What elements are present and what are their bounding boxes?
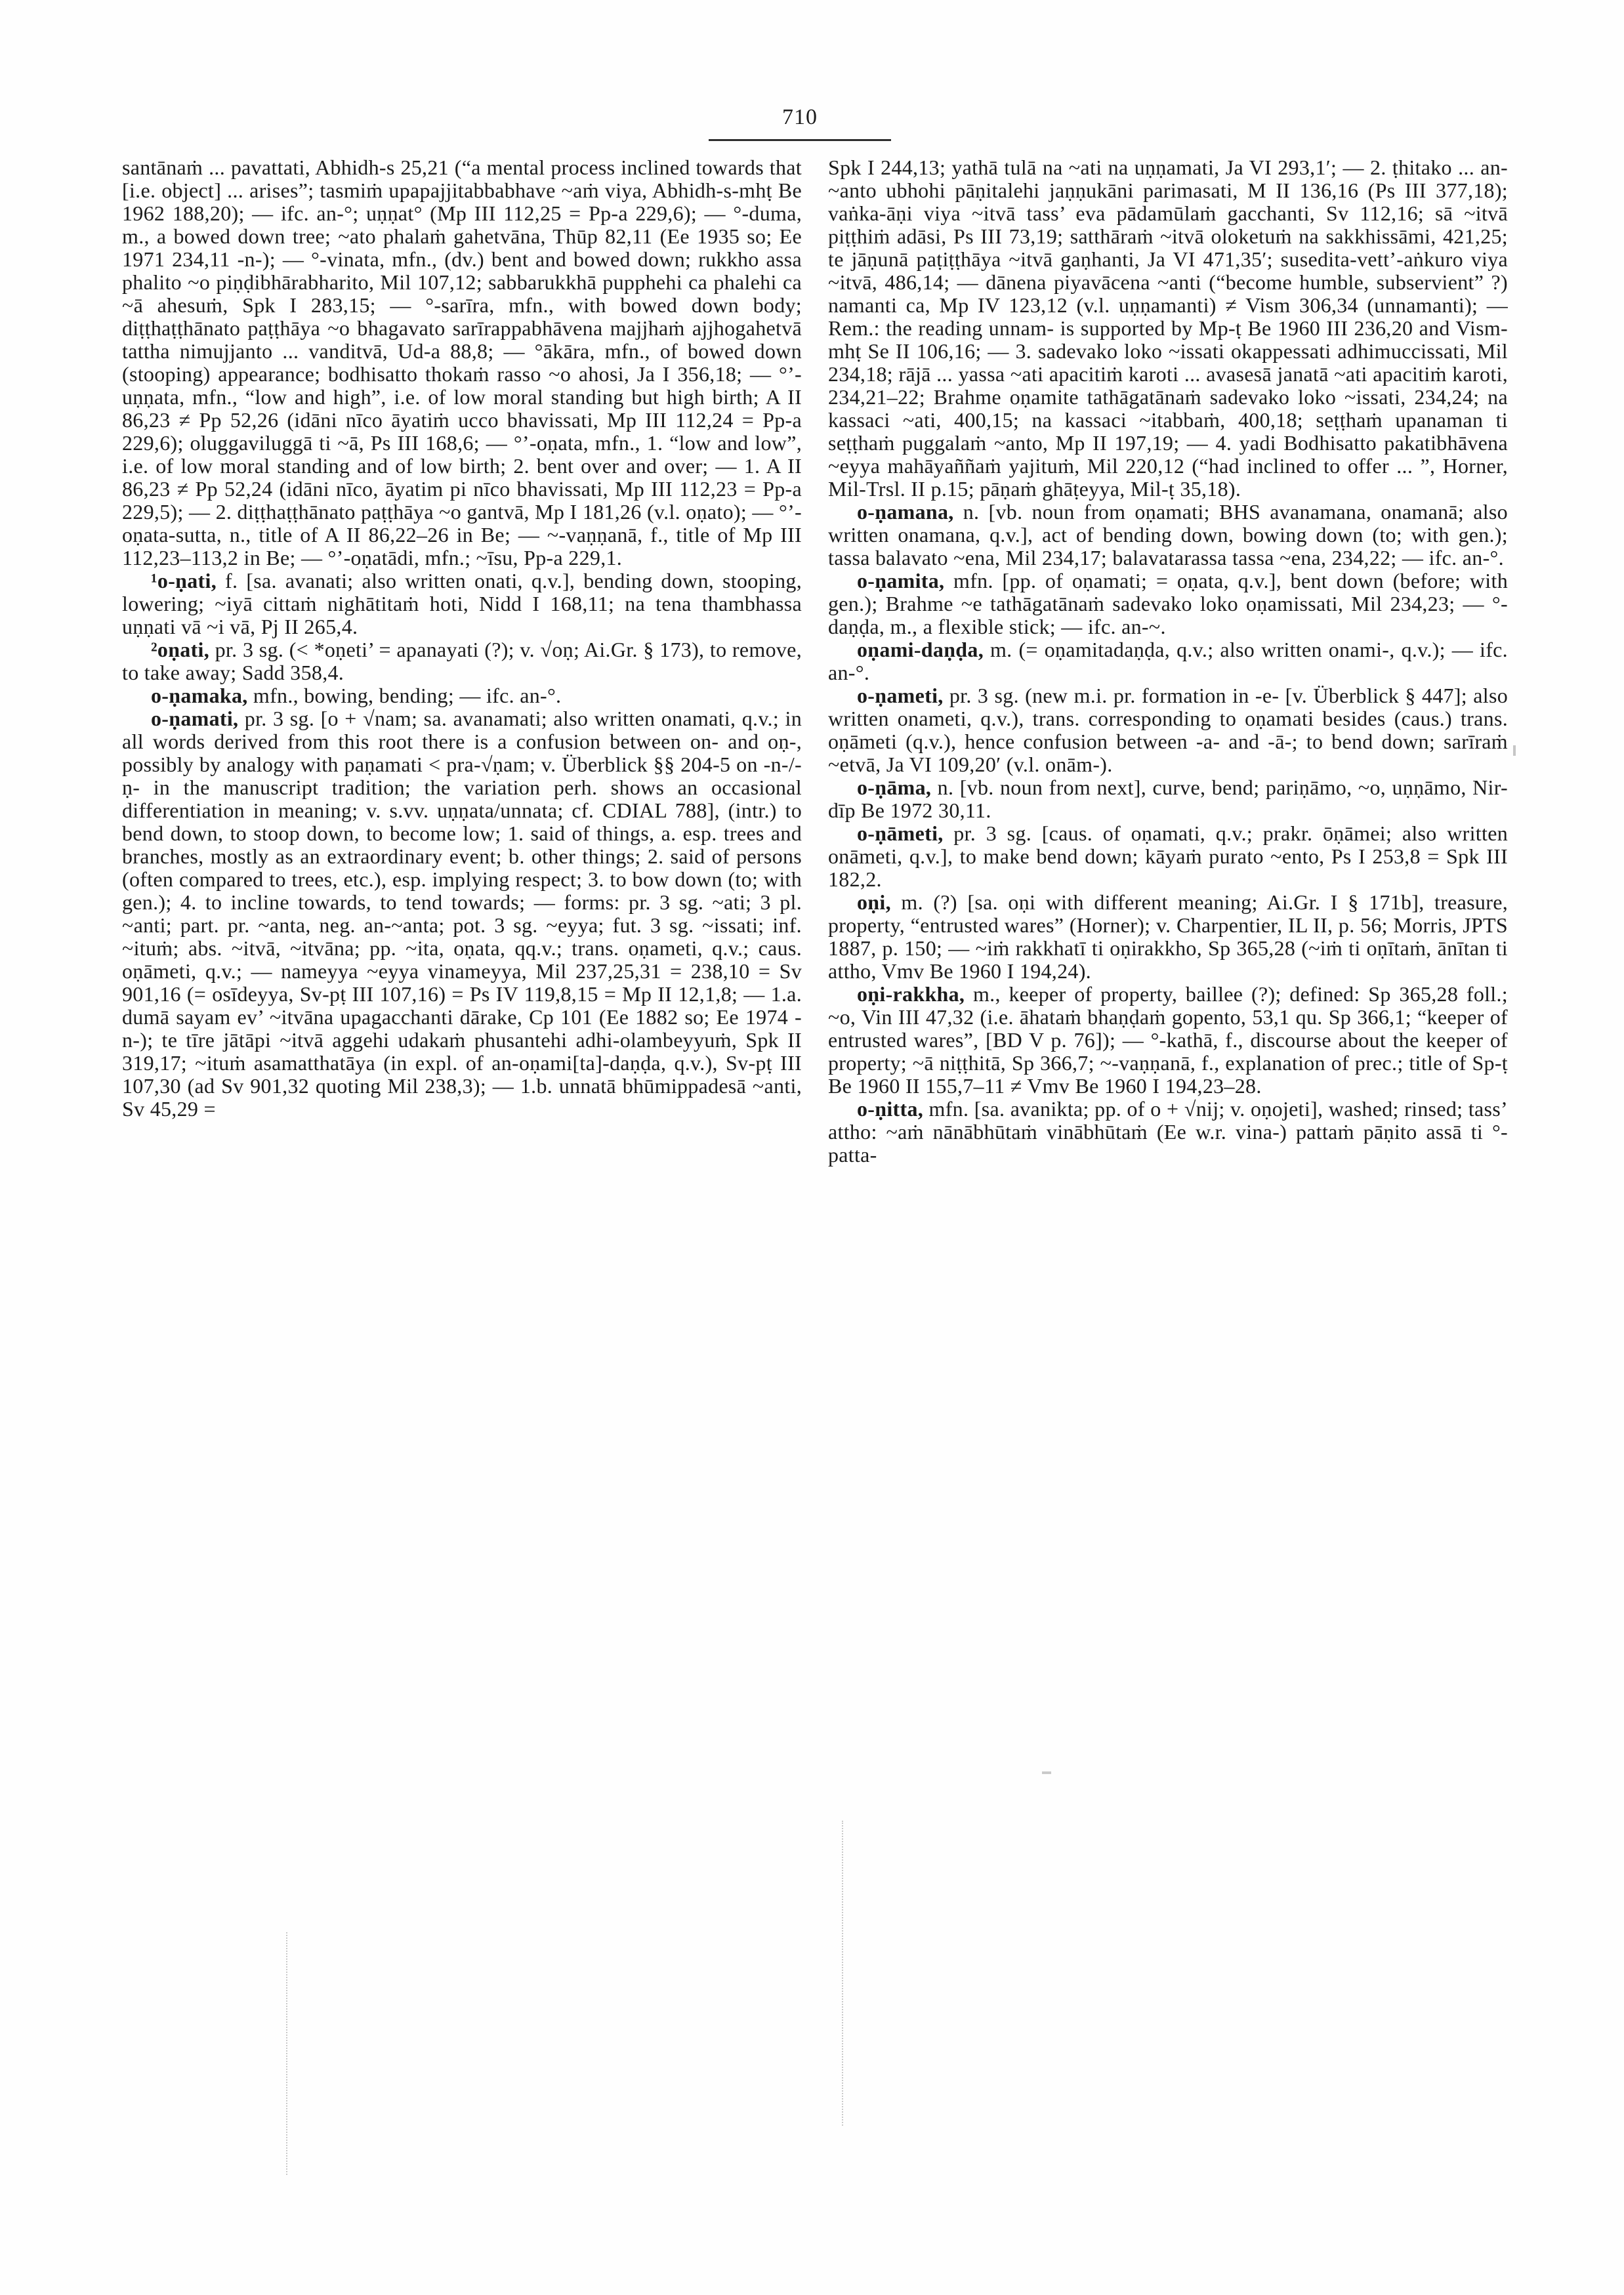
dictionary-entry: [828, 891, 1508, 983]
dictionary-entry: [122, 569, 802, 638]
dictionary-entry: [828, 776, 1508, 822]
entry-body-text: n. [vb. noun from next], curve, bend; pariṇāmo, ~o, uṇṇāmo, Nir-dīp Be 1972 30,11.: [828, 775, 1508, 822]
entry-body-text: m., keeper of property, baillee (?); defined: Sp 365,28 foll.; ~o, Vin III 47,32 (i.e. āhataṁ bhaṇḍaṁ gopento, 53,1 qu. Sp 366,1; “keeper of entrusted wares”, [BD V p. 76]); — °-kathā, f., discourse about the keeper of property; ~ā niṭṭhitā, Sp 366,7; ~-vaṇṇanā, f., explanation of prec.; title of Sp-ṭ Be 1960 II 155,7–11 ≠ Vmv Be 1960 I 194,23–28.: [828, 982, 1508, 1098]
entry-body-text: pr. 3 sg. (< *oṇeti’ = apanayati (?); v. √oṇ; Ai.Gr. § 173), to remove, to take away; Sadd 358,4.: [122, 638, 802, 684]
dictionary-entry: [828, 684, 1508, 776]
scan-artifact-line: [842, 1821, 843, 2126]
headword: o-ṇamati,: [151, 707, 239, 730]
continuation-paragraph: [828, 156, 1508, 501]
headword: oṇi-rakkha,: [857, 982, 965, 1006]
entry-body-text: f. [sa. avanati; also written onati, q.v.], bending down, stooping, lowering; ~iyā cittaṁ nighātitaṁ hoti, Nidd I 168,11; na tena thambhassa uṇṇati vā ~i vā, Pj II 265,4.: [122, 569, 802, 638]
entry-body-text: pr. 3 sg. (new m.i. pr. formation in -e- [v. Überblick § 447]; also written onameti, q.v.), trans. corresponding to oṇamati besides (caus.) trans. oṇāmeti (q.v.), hence confusion between -a- and -ā-; to bend down; sarīraṁ ~etvā, Ja VI 109,20′ (v.l. onām-).: [828, 684, 1508, 776]
headword: ²oṇati,: [151, 638, 210, 661]
entry-body-text: pr. 3 sg. [caus. of oṇamati, q.v.; prakr. ōṇāmei; also written onāmeti, q.v.], to make bend down; kāyaṁ purato ~ento, Ps I 253,8 = Spk III 182,2.: [828, 821, 1508, 891]
entry-body-text: mfn. [pp. of oṇamati; = oṇata, q.v.], bent down (before; with gen.); Brahme ~e tathāgatānaṁ sadevako loko oṇamissati, Mil 234,23; — °-daṇḍa, m., a flexible stick; — ifc. an-~.: [828, 569, 1508, 638]
headword: o-ṇāmeti,: [857, 821, 944, 845]
dictionary-entry: [828, 569, 1508, 638]
headword: oṇi,: [857, 890, 891, 914]
right-column: [828, 156, 1508, 1167]
scan-artifact-mark: [1513, 745, 1516, 756]
dictionary-entry: [122, 707, 802, 1121]
dictionary-entry: [828, 638, 1508, 684]
dictionary-entry: [828, 822, 1508, 891]
headword: o-ṇamana,: [857, 500, 954, 524]
page-number: 710: [782, 105, 818, 129]
dictionary-entry: [122, 638, 802, 684]
page-header: [709, 105, 891, 141]
headword: o-ṇamaka,: [151, 684, 248, 707]
dictionary-entry: [828, 501, 1508, 569]
headword: ¹o-ṇati,: [151, 569, 217, 592]
scan-artifact-line: [286, 1932, 287, 2175]
dictionary-entry: [122, 684, 802, 707]
headword: o-ṇāma,: [857, 775, 932, 799]
entry-body-text: m. (?) [sa. oṇi with different meaning; Ai.Gr. I § 171b], treasure, property, “entrusted wares” (Horner); v. Charpentier, IL II, p. 56; Morris, JPTS 1887, p. 150; — ~iṁ rakkhatī ti oṇirakkho, Sp 365,28 (~iṁ ti oṇītaṁ, ānītan ti attho, Vmv Be 1960 I 194,24).: [828, 890, 1508, 983]
entry-body-text: Spk I 244,13; yathā tulā na ~ati na uṇṇamati, Ja VI 293,1′; — 2. ṭhitako ... an-~anto ubhohi pāṇitalehi jaṇṇukāni parimasati, M II 136,16 (Ps III 377,18); vaṅka-āṇi viya ~itvā tass’ eva pādamūlaṁ gacchanti, Sv 112,16; sā ~itvā piṭṭhiṁ adāsi, Ps III 73,19; satthāraṁ ~itvā oloketuṁ na sakkhissāmi, 421,25; te jāṇunā paṭiṭṭhāya ~itvā gaṇhanti, Ja VI 471,35′; susedita-vett’-aṅkuro viya ~itvā, 486,14; — dānena piyavācena ~anti (“become humble, subservient” ?) namanti ca, Mp IV 123,12 (v.l. uṇṇamanti) ≠ Vism 306,34 (unnamanti); — Rem.: the reading unnam- is supported by Mp-ṭ Be 1960 III 236,20 and Vism-mhṭ Se II 106,16; — 3. sadevako loko ~issati okappessati adhimuccissati, Mil 234,18; rājā ... yassa ~ati apacitiṁ karoti ... avasesā janatā ~ati apacitiṁ karoti, 234,21–22; Brahme oṇamite tathāgatānaṁ sadevako loko ~issati, 234,24; na kassaci ~ati, 400,15; na kassaci ~itabbaṁ, 400,18; seṭṭhaṁ upanaman ti seṭṭhaṁ puggalaṁ ~anto, Mp II 197,19; — 4. yadi Bodhisatto pakatibhāvena ~eyya mahāyaññaṁ yajituṁ, Mil 220,12 (“had inclined to offer ... ”, Horner, Mil-Trsl. II p.15; pāṇaṁ ghāṭeyya, Mil-ṭ 35,18).: [828, 155, 1508, 501]
headword: o-ṇameti,: [857, 684, 944, 707]
entry-body-text: pr. 3 sg. [o + √nam; sa. avanamati; also written onamati, q.v.; in all words derived from this root there is a confusion between on- and oṇ-, possibly by analogy with paṇamati < pra-√ṇam; v. Überblick §§ 204-5 on -n-/-ṇ- in the manuscript tradition; the variation perh. shows an occasional differentiation in meaning; v. s.vv. uṇṇata/unnata; cf. CDIAL 788], (intr.) to bend down, to stoop down, to become low; 1. said of things, a. esp. trees and branches, mostly as an extraordinary event; b. other things; 2. said of persons (often compared to trees, etc.), esp. implying respect; 3. to bow down (to; with gen.); 4. to incline towards, to tend towards; — forms: pr. 3 sg. ~ati; 3 pl. ~anti; part. pr. ~anta, neg. an-~anta; pot. 3 sg. ~eyya; fut. 3 sg. ~issati; inf. ~ituṁ; abs. ~itvā, ~itvāna; pp. ~ita, oṇata, qq.v.; trans. oṇameti, q.v.; caus. oṇāmeti, q.v.; — nameyya ~eyya vinameyya, Mil 237,25,31 = 238,10 = Sv 901,16 (= osīdeyya, Sv-pṭ III 107,16) = Ps IV 119,8,15 = Mp II 12,1,8; — 1.a. dumā sayam ev’ ~itvāna upagacchanti dārake, Cp 101 (Ee 1882 so; Ee 1974 -n-); te tīre jātāpi ~itvā aggehi udakaṁ phusantehi adhi-olambeyyuṁ, Spk II 319,17; ~ituṁ asamatthatāya (in expl. of an-oṇami[ta]-daṇḍa, q.v.), Sv-pṭ III 107,30 (ad Sv 901,32 quoting Mil 238,3); — 1.b. unnatā bhūmippadesā ~anti, Sv 45,29 =: [122, 707, 802, 1121]
left-column: [122, 156, 802, 1167]
dictionary-entry: [828, 1098, 1508, 1167]
headword: o-ṇamita,: [857, 569, 945, 592]
text-block: [122, 156, 1508, 1167]
headword: oṇami-daṇḍa,: [857, 638, 984, 661]
entry-body-text: m. (= oṇamitadaṇḍa, q.v.; also written onami-, q.v.); — ifc. an-°.: [828, 638, 1508, 684]
entry-body-text: mfn., bowing, bending; — ifc. an-°.: [247, 684, 562, 707]
headword: o-ṇitta,: [857, 1097, 924, 1121]
entry-body-text: santānaṁ ... pavattati, Abhidh-s 25,21 (“a mental process inclined towards that [i.e. object] ... arises”; tasmiṁ upapajjitabbabhave ~aṁ viya, Abhidh-s-mhṭ Be 1962 188,20); — ifc. an-°; uṇṇat° (Mp III 112,25 = Pp-a 229,6); — °-duma, m., a bowed down tree; ~ato phalaṁ gahetvāna, Thūp 82,11 (Ee 1935 so; Ee 1971 234,11 -n-); — °-vinata, mfn., (dv.) bent and bowed down; rukkho assa phalito ~o piṇḍibhārabharito, Mil 107,12; sabbarukkhā pupphehi ca phalehi ca ~ā ahesuṁ, Spk I 283,15; — °-sarīra, mfn., with bowed down body; diṭṭhaṭṭhānato paṭṭhāya ~o bhagavato sarīrappabhāvena majjhaṁ ajjhogahetvā tattha nimujjanto ... vanditvā, Ud-a 88,8; — °ākāra, mfn., of bowed down (stooping) appearance; bodhisatto thokaṁ rasso ~o ahosi, Ja I 356,18; — °’-uṇṇata, mfn., “low and high”, i.e. of low moral standing but high birth; A II 86,23 ≠ Pp 52,26 (idāni nīco āyatiṁ ucco bhavissati, Mp III 112,24 = Pp-a 229,6); oluggaviluggā ti ~ā, Ps III 168,6; — °’-oṇata, mfn., 1. “low and low”, i.e. of low moral standing and of low birth; 2. bent over and over; — 1. A II 86,23 ≠ Pp 52,24 (idāni nīco, āyatim pi nīco bhavissati, Mp III 112,23 = Pp-a 229,5); — 2. diṭṭhaṭṭhānato paṭṭhāya ~o gantvā, Mp I 181,26 (v.l. oṇato); — °’-oṇata-sutta, n., title of A II 86,22–26 in Be; — ~-vaṇṇanā, f., title of Mp III 112,23–113,2 in Be; — °’-oṇatādi, mfn.; ~īsu, Pp-a 229,1.: [122, 155, 802, 569]
continuation-paragraph: [122, 156, 802, 569]
dictionary-entry: [828, 983, 1508, 1098]
scan-artifact-mark: [1042, 1771, 1051, 1774]
entry-body-text: mfn. [sa. avanikta; pp. of o + √nij; v. oṇojeti], washed; rinsed; tass’ attho: ~aṁ nānābhūtaṁ vinābhūtaṁ (Ee w.r. vina-) pattaṁ pāṇito assā ti °-patta-: [828, 1097, 1508, 1167]
entry-body-text: n. [vb. noun from oṇamati; BHS avanamana, onamanā; also written onamana, q.v.], act of bending down, bowing down (to; with gen.); tassa balavato ~ena, Mil 234,17; balavatarassa tassa ~ena, 234,22; — ifc. an-°.: [828, 500, 1508, 569]
